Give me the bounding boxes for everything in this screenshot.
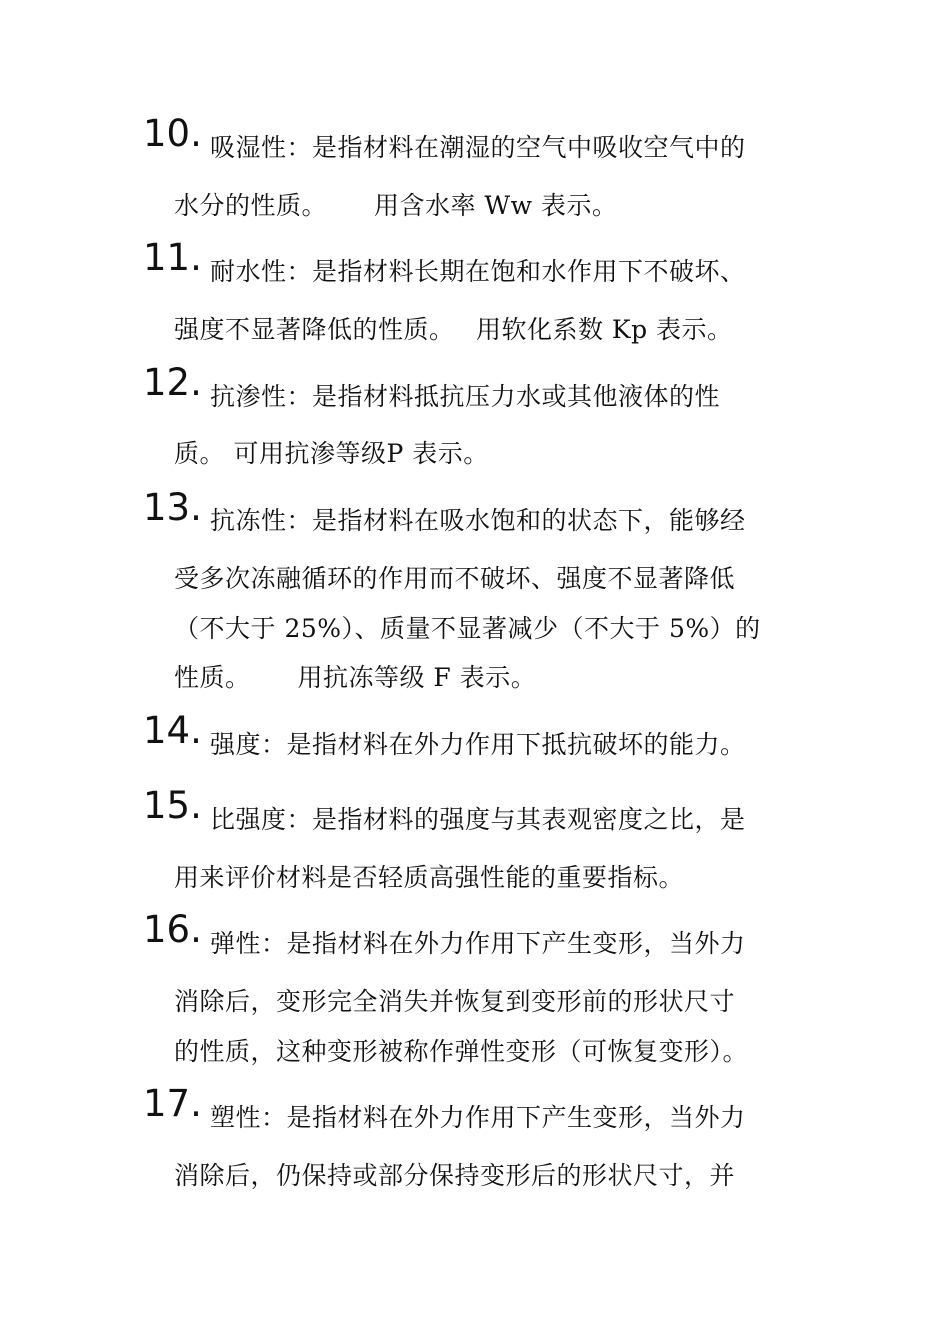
definition-line: 耐水性：是指材料长期在饱和水作用下不破坏、	[210, 257, 746, 286]
definition-line: 吸湿性：是指材料在潮湿的空气中吸收空气中的	[210, 133, 746, 162]
definition-line: 水分的性质。 用含水率 Ww 表示。	[174, 191, 618, 220]
definition-line: 强度不显著降低的性质。 用软化系数 Kp 表示。	[174, 315, 733, 344]
definition-line: 抗渗性：是指材料抵抗压力水或其他液体的性	[210, 382, 721, 411]
definition-line: 弹性：是指材料在外力作用下产生变形，当外力	[210, 929, 746, 958]
definition-line: （不大于 25%）、质量不显著减少（不大于 5%）的	[174, 614, 761, 643]
item-number: 10.	[143, 112, 202, 155]
item-number: 14.	[143, 709, 202, 752]
definition-line: 消除后，变形完全消失并恢复到变形前的形状尺寸	[174, 987, 736, 1016]
definition-line: 受多次冻融循环的作用而不破坏、强度不显著降低	[174, 564, 736, 593]
item-number: 11.	[143, 236, 202, 279]
definition-line: 塑性：是指材料在外力作用下产生变形，当外力	[210, 1103, 746, 1132]
item-number: 17.	[143, 1082, 202, 1125]
definition-line: 性质。 用抗冻等级 F 表示。	[174, 663, 537, 692]
definition-line: 抗冻性：是指材料在吸水饱和的状态下，能够经	[210, 506, 746, 535]
definition-line: 的性质，这种变形被称作弹性变形（可恢复变形）。	[174, 1037, 749, 1066]
definition-line: 比强度：是指材料的强度与其表观密度之比，是	[210, 805, 746, 834]
definition-line: 用来评价材料是否轻质高强性能的重要指标。	[174, 863, 685, 892]
item-number: 12.	[143, 361, 202, 404]
item-number: 16.	[143, 908, 202, 951]
definition-line: 消除后，仍保持或部分保持变形后的形状尺寸，并	[174, 1161, 736, 1190]
item-number: 13.	[143, 486, 202, 529]
item-number: 15.	[143, 784, 202, 827]
definition-line: 质。 可用抗渗等级P 表示。	[174, 439, 489, 468]
definition-line: 强度：是指材料在外力作用下抵抗破坏的能力。	[210, 730, 746, 759]
